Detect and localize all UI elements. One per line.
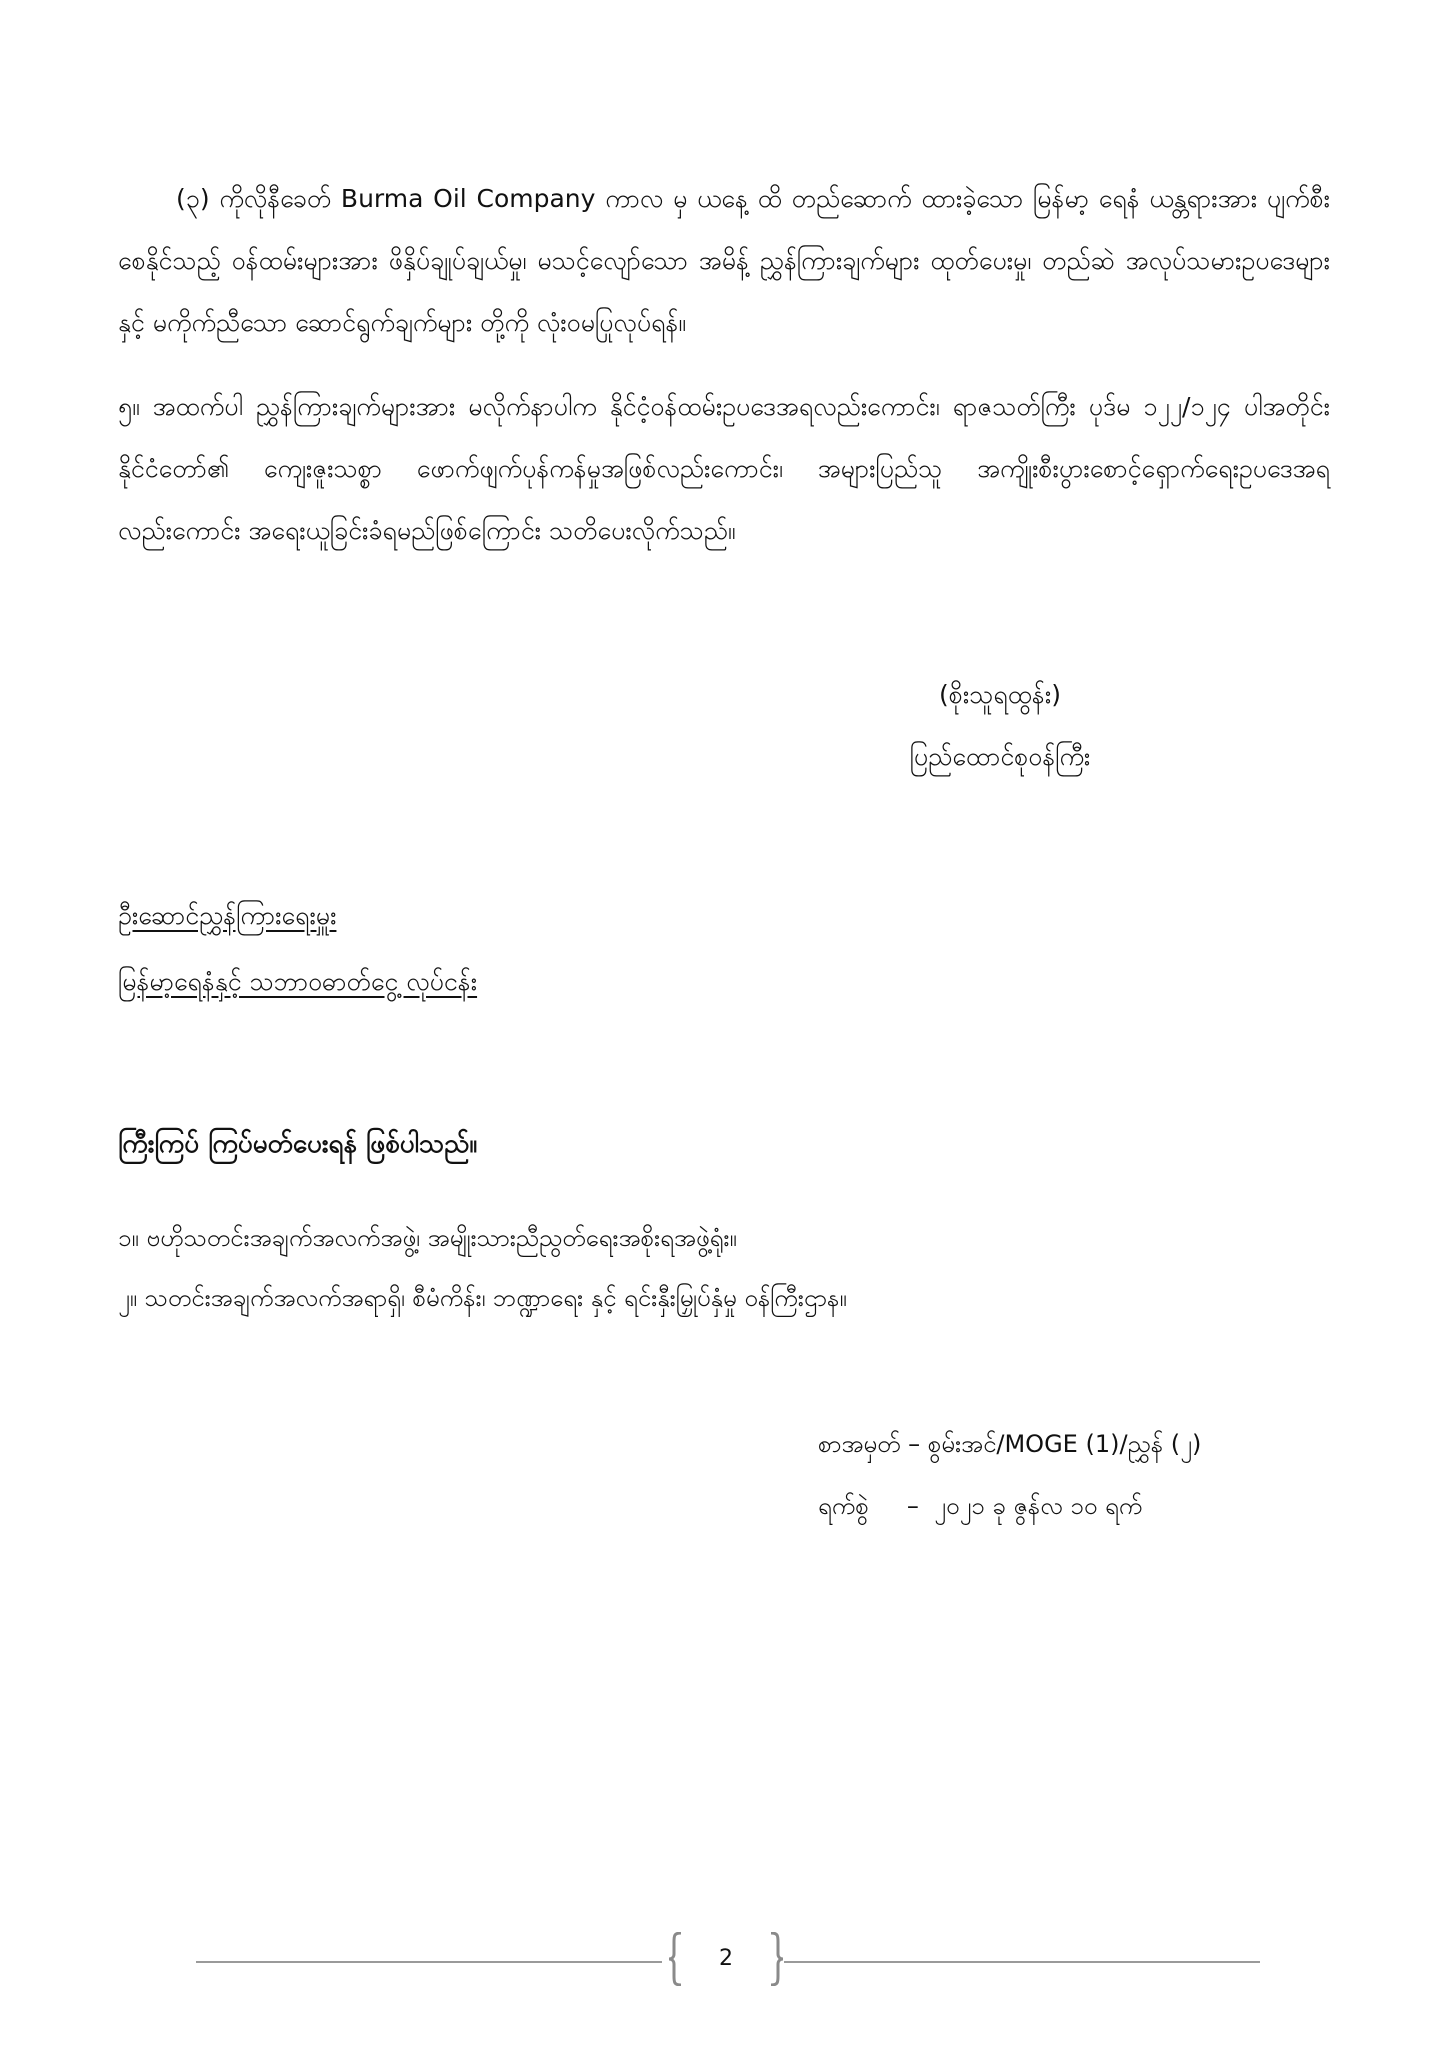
right-brace-icon — [768, 1932, 784, 1986]
signatory-title: ပြည်ထောင်စုဝန်ကြီး — [909, 742, 1091, 771]
recipient-title: ဦးဆောင်ညွှန်ကြားရေးမှူး — [118, 901, 337, 930]
reference-date: ရက်စွဲ – ၂၀၂၁ ခု ဇွန်လ ၁၀ ရက် — [818, 1492, 1143, 1520]
copy-to-item: ၂။ သတင်းအချက်အလက်အရာရှိ၊ စီမံကိန်း၊ ဘဏ္ဍာရေး နှင့် ရင်းနှီးမြှုပ်နှံမှု ဝန်ကြီးဌာန။ — [118, 1284, 847, 1312]
page-number: 2 — [719, 1946, 733, 1971]
signatory-name: (စိုးသူရထွန်း) — [939, 680, 1061, 709]
copy-to-item: ၁။ ဗဟိုသတင်းအချက်အလက်အဖွဲ့၊ အမျိုးသားညီညွတ်ရေးအစိုးရအဖွဲ့ရုံး။ — [118, 1224, 737, 1252]
reference-number: စာအမှတ် – စွမ်းအင်/MOGE (1)/ညွှန် (၂) — [818, 1430, 1202, 1458]
paragraph-5: ၅။ အထက်ပါ ညွှန်ကြားချက်များအား မလိုက်နာပါက နိုင်ငံ့ဝန်ထမ်းဥပဒေအရလည်းကောင်း၊ ရာဇသတ်ကြီး ပုဒ်မ ၁၂၂/၁၂၄ ပါအတိုင်း နိုင်ငံတော်၏ ကျေးဇူးသစ္စာ ဖောက်ဖျက်ပုန်ကန်မှုအဖြစ်လည်းကောင်း၊ အများပြည်သူ အကျိုးစီးပွားစောင့်ရှောက်ရေးဥပဒေအရလည်းကောင်း အရေးယူခြင်းခံရမည်ဖြစ်ကြောင်း သတိပေးလိုက်သည်။ — [118, 392, 1330, 545]
paragraph-3: (၃) ကိုလိုနီခေတ် Burma Oil Company ကာလ မှ ယနေ့ ထိ တည်ဆောက် ထားခဲ့သော မြန်မာ့ ရေနံ ယန္တရားအား ပျက်စီးစေနိုင်သည့် ဝန်ထမ်းများအား ဖိနှိပ်ချုပ်ချယ်မှု၊ မသင့်လျော်သော အမိန့် ညွှန်ကြားချက်များ ထုတ်ပေးမှု၊ တည်ဆဲ အလုပ်သမားဥပဒေများ နှင့် မကိုက်ညီသော ဆောင်ရွက်ချက်များ တို့ကို လုံးဝမပြုလုပ်ရန်။ — [118, 184, 1330, 337]
copy-to-heading: ကြီးကြပ် ကြပ်မတ်ပေးရန် ဖြစ်ပါသည်။ — [118, 1129, 478, 1159]
footer-divider-left — [196, 1961, 662, 1963]
footer-divider-right — [784, 1961, 1260, 1963]
left-brace-icon — [668, 1932, 684, 1986]
recipient-organization: မြန်မာ့ရေနံနှင့် သဘာဝဓာတ်ငွေ့ လုပ်ငန်း — [118, 967, 478, 996]
